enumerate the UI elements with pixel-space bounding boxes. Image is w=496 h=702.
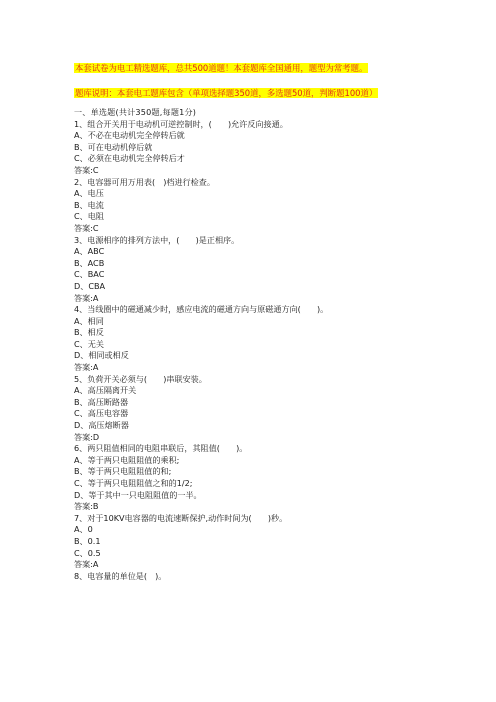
question-option: B、ACB <box>74 257 105 268</box>
bank-description-text: 题库说明：本套电工题库包含（单项选择题350道，多选题50道，判断题100道） <box>75 88 378 98</box>
question-option: D、相同或相反 <box>74 350 129 361</box>
question-option: A、0 <box>74 524 93 535</box>
question-option: B、可在电动机停后就 <box>74 141 153 152</box>
bank-description <box>74 87 378 99</box>
question-option: D、CBA <box>74 280 106 291</box>
question-option: B、高压断路器 <box>74 396 129 407</box>
section-title: 一、单选题(共计350题,每题1分) <box>74 107 197 117</box>
exam-notice-text: 本套试卷为电工精选题库，总共500道题！本套题库全国通用，题型为常考题。 <box>75 63 368 73</box>
question-answer: 答案:D <box>74 431 100 442</box>
question-list <box>74 107 474 582</box>
question-option: C、BAC <box>74 269 105 280</box>
question-stem: 3、电源相序的排列方法中，( )是正相序。 <box>74 234 240 245</box>
question-answer: 答案:C <box>74 222 99 233</box>
question-option: D、高压熔断器 <box>74 420 129 431</box>
question-option: C、必须在电动机完全停转后才 <box>74 153 185 164</box>
question-answer: 答案:C <box>74 164 99 175</box>
question-option: B、等于两只电阻阻值的和; <box>74 466 172 477</box>
question-stem: 8、电容量的单位是( )。 <box>74 570 167 581</box>
question-stem: 5、负荷开关必须与( )串联安装。 <box>74 373 207 384</box>
question-stem: 2、电容器可用万用表( )档进行检查。 <box>74 176 215 187</box>
question-answer: 答案:B <box>74 501 99 512</box>
question-option: C、高压电容器 <box>74 408 129 419</box>
question-stem: 6、两只阻值相同的电阻串联后，其阻值( )。 <box>74 443 248 454</box>
question-option: B、电流 <box>74 199 104 210</box>
question-option: A、ABC <box>74 246 105 257</box>
question-stem: 1、组合开关用于电动机可逆控制时，( )允许反向接通。 <box>74 118 288 129</box>
question-option: A、高压隔离开关 <box>74 385 137 396</box>
question-answer: 答案:A <box>74 292 99 303</box>
question-option: C、无关 <box>74 338 104 349</box>
question-option: B、0.1 <box>74 535 101 546</box>
question-answer: 答案:A <box>74 362 99 373</box>
question-option: C、0.5 <box>74 547 101 558</box>
question-option: C、等于两只电阻阻值之和的1/2; <box>74 478 193 488</box>
question-stem: 7、对于10KV电容器的电流速断保护,动作时间为( )秒。 <box>74 512 288 523</box>
question-option: C、电阻 <box>74 211 104 222</box>
question-option: A、不必在电动机完全停转后就 <box>74 130 185 141</box>
question-option: B、相反 <box>74 327 104 338</box>
exam-notice <box>74 62 368 74</box>
question-option: A、电压 <box>74 188 104 199</box>
question-answer: 答案:A <box>74 559 99 570</box>
question-option: D、等于其中一只电阻阻值的一半。 <box>74 489 202 500</box>
question-stem: 4、当线圈中的磁通减少时，感应电流的磁通方向与原磁通方向( )。 <box>74 304 329 315</box>
question-option: A、等于两只电阻阻值的乘积; <box>74 454 180 465</box>
question-option: A、相同 <box>74 315 104 326</box>
